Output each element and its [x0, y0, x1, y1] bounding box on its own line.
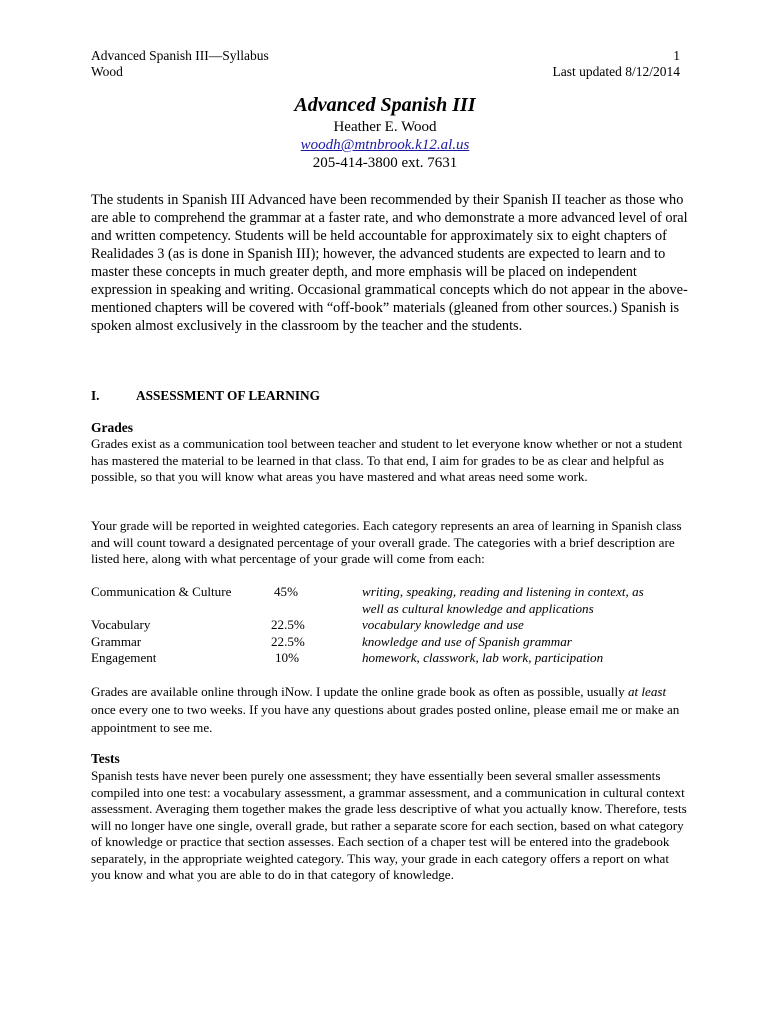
- teacher-email-link[interactable]: woodh@mtnbrook.k12.al.us: [300, 137, 470, 153]
- page-number: 1: [673, 48, 680, 63]
- category-description: knowledge and use of Spanish grammar: [362, 633, 572, 649]
- category-description: vocabulary knowledge and use: [362, 617, 524, 632]
- category-description: writing, speaking, reading and listening in context, as: [362, 584, 644, 599]
- category-percent: 22.5%: [271, 617, 305, 632]
- section-number: I.: [91, 388, 100, 403]
- header-course: [91, 48, 269, 80]
- teacher-name: Heather E. Wood: [333, 119, 437, 135]
- grades-heading: Grades: [91, 420, 133, 435]
- grades-paragraph-3: [91, 683, 691, 737]
- grades-paragraph-2: Your grade will be reported in weighted categories. Each category represents an area of learning in Spanish class and will count toward a designated percentage of your overall grade. The categories with a brief description are listed here, along with what percentage of your grade will come from each:: [91, 518, 682, 566]
- header-course-line: Advanced Spanish III—Syllabus: [91, 48, 269, 63]
- intro-paragraph: The students in Spanish III Advanced have been recommended by their Spanish II teacher as those who are able to comprehend the grammar at a faster rate, and who demonstrate a more advanced level of oral and written competency. Students will be held accountable for approximately six to eight chapters of Realidades 3 (as is done in Spanish III); however, the advanced students are expected to learn and to master these concepts in much greater depth, and more emphasis will be placed on independent expression in speaking and writing. Occasional grammatical concepts which do not appear in the above-mentioned chapters will be covered with “off-book” materials (gleaned from other sources.) Spanish is spoken almost exclusively in the classroom by the teacher and the students.: [91, 192, 688, 334]
- category-name: Communication & Culture: [91, 584, 232, 599]
- category-percent: 10%: [275, 650, 300, 665]
- category-description: homework, classwork, lab work, participation: [362, 650, 604, 665]
- grade-categories-table: [91, 584, 691, 668]
- tests-heading: Tests: [91, 751, 120, 766]
- category-name: Grammar: [91, 633, 142, 649]
- grades-p3-emphasis: at least: [627, 684, 667, 699]
- header-meta: [553, 48, 680, 80]
- category-name: Vocabulary: [91, 617, 151, 632]
- tests-paragraph: Spanish tests have never been purely one assessment; they have essentially been several smaller assessments compiled into one test: a vocabulary assessment, a grammar assessment, and a communication in cultural context assessment. Averaging them together makes the grade less descriptive of what you actually know. Therefore, tests will no longer have one single, overall grade, but rather a separate score for each section, based on what category of knowledge or practice that section assesses. Each section of a chaper test will be entered into the gradebook separately, in the appropriate weighted category. This way, your grade in each category offers a report on what you know and what you are able to do in that category of knowledge.: [91, 768, 687, 882]
- grades-p3-end: once every one to two weeks. If you have any questions about grades posted online, please email me or make an appointment to see me.: [91, 702, 680, 735]
- last-updated: Last updated 8/12/2014: [552, 64, 680, 79]
- teacher-email-row: [0, 136, 770, 154]
- section-title: ASSESSMENT OF LEARNING: [136, 388, 320, 403]
- header-teacher-line: Wood: [91, 64, 123, 79]
- grades-p3-start: Grades are available online through iNow. I update the online grade book as often as possible, usually: [91, 684, 628, 699]
- teacher-phone: 205-414-3800 ext. 7631: [312, 155, 458, 171]
- category-name: Engagement: [91, 650, 157, 665]
- grades-paragraph-1: Grades exist as a communication tool between teacher and student to let everyone know whether or not a student has mastered the material to be learned in that class. To that end, I aim for grades to be as clear and helpful as possible, so that you will know what areas you have mastered and what areas need some work.: [91, 436, 683, 484]
- category-description-cont: well as cultural knowledge and applications: [362, 600, 594, 616]
- category-percent: 22.5%: [271, 633, 305, 649]
- page-title: Advanced Spanish III: [294, 94, 476, 116]
- category-percent: 45%: [274, 584, 299, 599]
